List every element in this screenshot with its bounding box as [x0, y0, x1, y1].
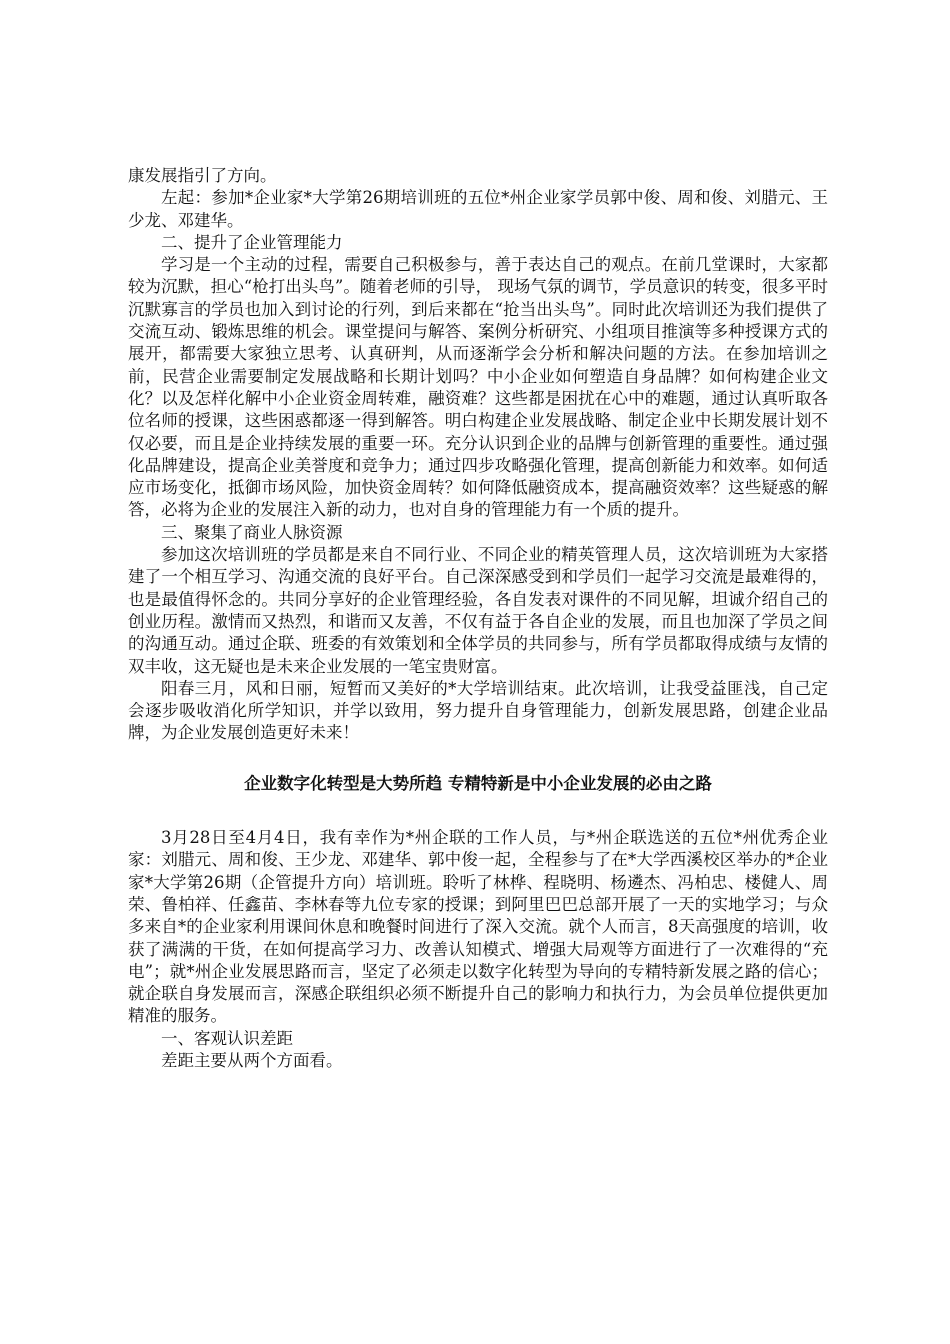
article-heading-1: 一、客观认识差距 [161, 1028, 293, 1048]
paragraph-management: 学习是一个主动的过程，需要自己积极参与，善于表达自己的观点。在前几堂课时，大家都较为沉默，担心“枪打出头鸟”。随着老师的引导， 现场气氛的调节，学员意识的转变，很多平时沉默寡言的学员也加入到讨论的行列，到后来都在“抢当出头鸟”。同时此次培训还为我们提供了交流互动、锻炼思维的机会。课堂提问与解答、案例分析研究、小组项目推演等多种授课方式的展开，都需要大家独立思考、认真研判，从而逐渐学会分析和解决问题的方法。在参加培训之前，民营企业需要制定发展战略和长期计划吗？中小企业如何塑造自身品牌？如何构建企业文化？以及怎样化解中小企业资金周转难，融资难？这些都是困扰在心中的难题，通过认真听取各位名师的授课，这些困惑都逐一得到解答。明白构建企业发展战略、制定企业中长期发展计划不仅必要，而且是企业持续发展的重要一环。充分认识到企业的品牌与创新管理的重要性。通过强化品牌建设，提高企业美誉度和竞争力；通过四步攻略强化管理，提高创新能力和效率。如何适应市场变化，抵御市场风险，加快资金周转？如何降低融资成本，提高融资效率？这些疑惑的解答，必将为企业的发展注入新的动力，也对自身的管理能力有一个质的提升。 [128, 255, 828, 520]
paragraph-network: 参加这次培训班的学员都是来自不同行业、不同企业的精英管理人员，这次培训班为大家搭建了一个相互学习、沟通交流的良好平台。自己深深感受到和学员们一起学习交流是最难得的，也是最值得怀念的。共同分享好的企业管理经验，各自发表对课件的不同见解，坦诚介绍自己的创业历程。激情而又热烈，和谐而又友善，不仅有益于各自企业的发展，而且也加深了学员之间的沟通互动。通过企联、班委的有效策划和全体学员的共同参与，所有学员都取得成绩与友情的双丰收，这无疑也是未来企业发展的一笔宝贵财富。 [128, 545, 828, 676]
article-title: 企业数字化转型是大势所趋 专精特新是中小企业发展的必由之路 [244, 773, 712, 793]
photo-caption: 左起：参加*企业家*大学第26期培训班的五位*州企业家学员郭中俊、周和俊、刘腊元、王少龙、邓建华。 [128, 188, 828, 230]
section-heading-3: 三、聚集了商业人脉资源 [161, 522, 343, 542]
article-intro-paragraph: 3月28日至4月4日，我有幸作为*州企联的工作人员，与*州企联选送的五位*州优秀企业家：刘腊元、周和俊、王少龙、邓建华、郭中俊一起，全程参与了在*大学西溪校区举办的*企业家*大学第26期（企管提升方向）培训班。聆听了林桦、程晓明、杨遴杰、冯柏忠、楼健人、周荣、鲁柏祥、任鑫苗、李林春等九位专家的授课；到阿里巴巴总部开展了一天的实地学习；与众多来自*的企业家利用课间休息和晚餐时间进行了深入交流。就个人而言，8天高强度的培训，收获了满满的干货，在如何提高学习力、改善认知模式、增强大局观等方面进行了一次难得的“充电”；就*州企业发展思路而言，坚定了必须走以数字化转型为导向的专精特新发展之路的信心；就企联自身发展而言，深感企联组织必须不断提升自己的影响力和执行力，为会员单位提供更加精准的服务。 [128, 828, 828, 1026]
article-paragraph-gap: 差距主要从两个方面看。 [161, 1050, 343, 1070]
document-body [128, 165, 828, 1072]
paragraph-conclusion: 阳春三月，风和日丽，短暂而又美好的*大学培训结束。此次培训，让我受益匪浅，自己定会逐步吸收消化所学知识，并学以致用，努力提升自身管理能力，创新发展思路，创建企业品牌，为企业发展创造更好未来！ [128, 678, 828, 743]
section-heading-2: 二、提升了企业管理能力 [161, 232, 343, 252]
intro-paragraph-tail: 康发展指引了方向。 [128, 166, 277, 185]
